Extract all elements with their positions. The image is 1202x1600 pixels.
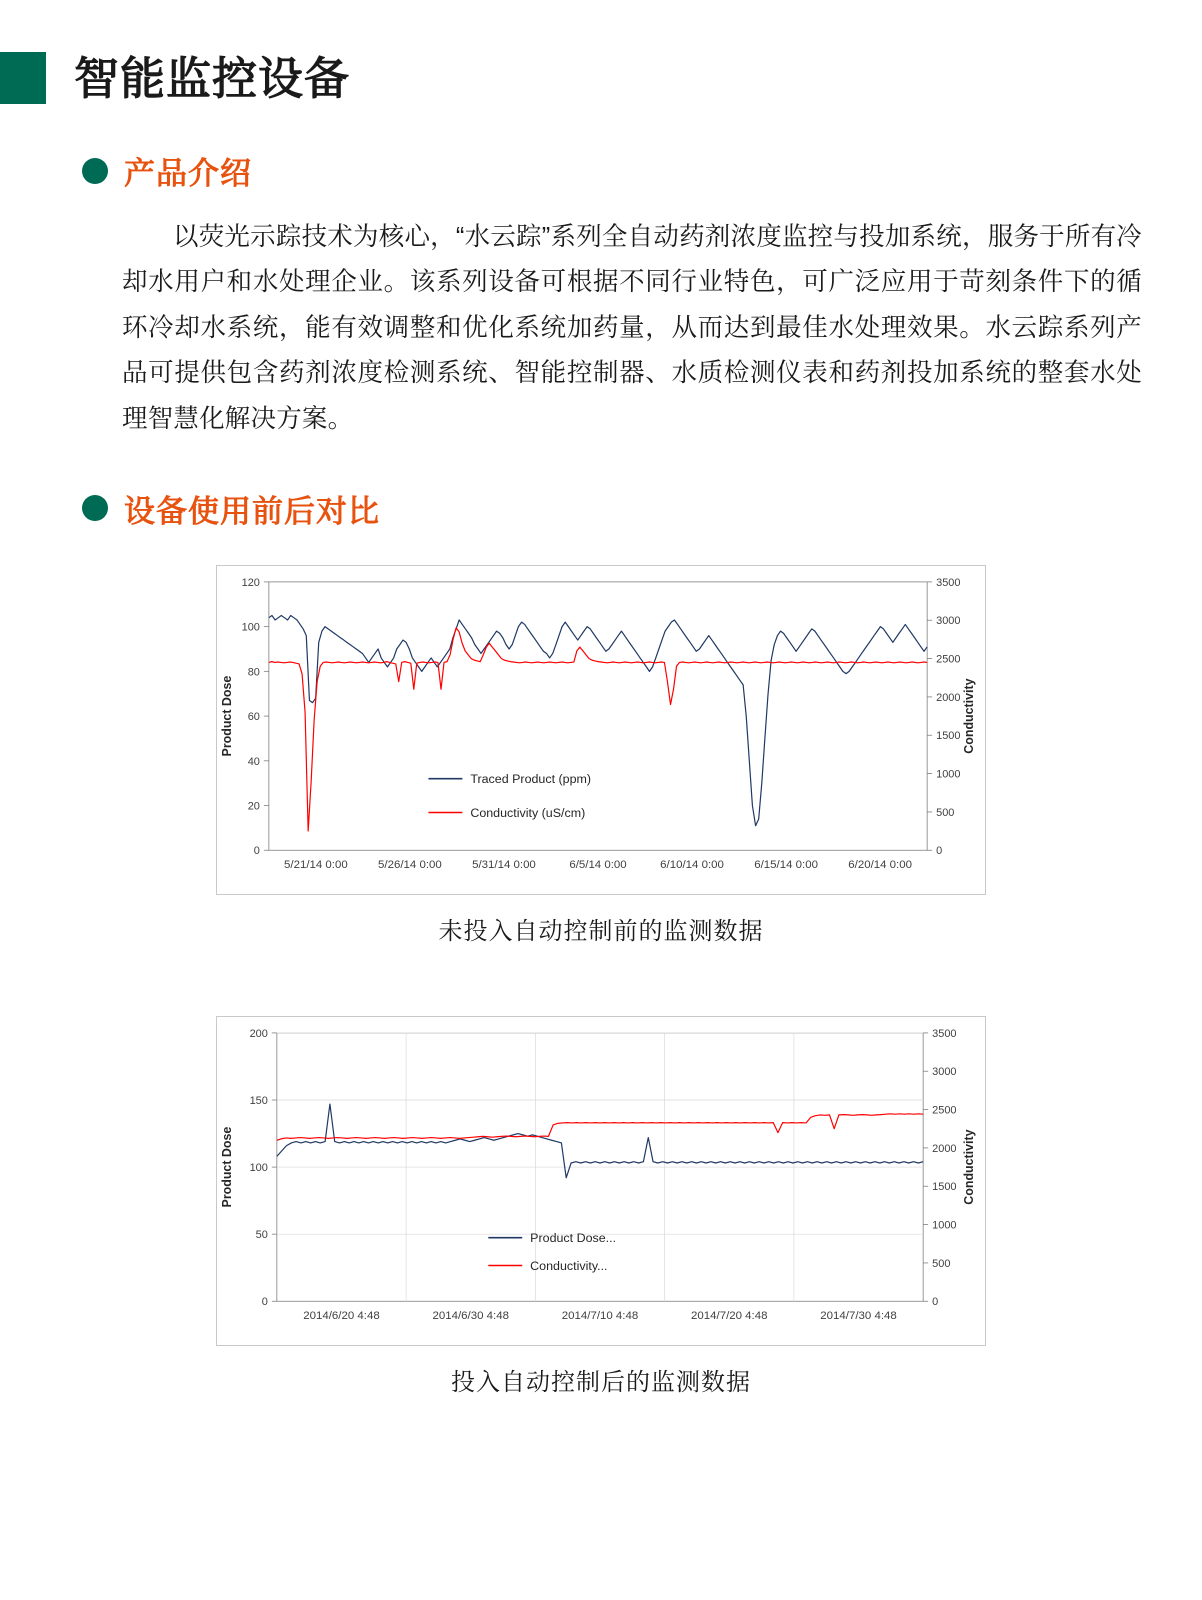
svg-text:1500: 1500	[932, 1181, 957, 1194]
svg-text:6/5/14 0:00: 6/5/14 0:00	[569, 859, 627, 872]
svg-text:5/21/14 0:00: 5/21/14 0:00	[284, 859, 348, 872]
section-heading-comparison	[82, 486, 1202, 531]
product-intro-paragraph: 以荧光示踪技术为核心，“水云踪”系列全自动药剂浓度监控与投加系统，服务于所有冷却水用户和水处理企业。该系列设备可根据不同行业特色，可广泛应用于苛刻条件下的循环冷却水系统，能有效调整和优化系统加药量，从而达到最佳水处理效果。水云踪系列产品可提供包含药剂浓度检测系统、智能控制器、水质检测仪表和药剂投加系统的整套水处理智慧化解决方案。	[122, 223, 1142, 433]
svg-text:0: 0	[936, 845, 943, 858]
svg-text:2014/7/20 4:48: 2014/7/20 4:48	[691, 1310, 768, 1323]
chart-after-svg	[217, 1017, 985, 1345]
svg-text:3500: 3500	[932, 1027, 957, 1040]
chart-block-before	[0, 565, 1202, 946]
svg-text:Traced Product (ppm): Traced Product (ppm)	[470, 772, 592, 787]
svg-text:3000: 3000	[932, 1066, 957, 1079]
svg-text:2014/7/30 4:48: 2014/7/30 4:48	[820, 1310, 897, 1323]
svg-text:500: 500	[932, 1257, 951, 1270]
svg-text:5/31/14 0:00: 5/31/14 0:00	[472, 859, 536, 872]
svg-text:Conductivity: Conductivity	[962, 678, 977, 754]
svg-text:5/26/14 0:00: 5/26/14 0:00	[378, 859, 442, 872]
page-title: 智能监控设备	[74, 52, 351, 104]
svg-text:120: 120	[241, 576, 260, 589]
svg-text:60: 60	[247, 710, 260, 723]
svg-text:2014/6/30 4:48: 2014/6/30 4:48	[432, 1310, 509, 1323]
header-accent-bar	[0, 52, 46, 104]
chart-frame-after	[216, 1016, 986, 1346]
svg-text:2014/6/20 4:48: 2014/6/20 4:48	[303, 1310, 380, 1323]
svg-text:2500: 2500	[936, 653, 961, 666]
svg-text:6/15/14 0:00: 6/15/14 0:00	[754, 859, 818, 872]
svg-text:50: 50	[255, 1229, 268, 1242]
svg-text:Product Dose...: Product Dose...	[530, 1231, 617, 1245]
svg-text:2014/7/10 4:48: 2014/7/10 4:48	[561, 1310, 639, 1323]
svg-text:Conductivity: Conductivity	[962, 1129, 977, 1205]
section-heading-label: 产品介绍	[124, 156, 252, 191]
svg-text:1500: 1500	[936, 730, 961, 743]
svg-text:Product Dose: Product Dose	[219, 675, 234, 757]
svg-text:6/20/14 0:00: 6/20/14 0:00	[848, 859, 912, 872]
svg-text:Conductivity (uS/cm): Conductivity (uS/cm)	[470, 805, 586, 820]
svg-text:1000: 1000	[936, 768, 961, 781]
svg-text:0: 0	[932, 1296, 939, 1309]
svg-text:Conductivity...: Conductivity...	[530, 1258, 608, 1273]
svg-text:40: 40	[247, 755, 260, 768]
svg-text:500: 500	[936, 806, 955, 819]
svg-text:6/10/14 0:00: 6/10/14 0:00	[660, 859, 724, 872]
svg-text:0: 0	[253, 845, 260, 858]
svg-text:Product Dose: Product Dose	[219, 1126, 234, 1208]
svg-text:20: 20	[247, 800, 260, 813]
chart-frame-before	[216, 565, 986, 895]
section-heading-label: 设备使用前后对比	[124, 493, 380, 529]
svg-text:200: 200	[249, 1027, 268, 1040]
chart-before-svg	[217, 566, 985, 894]
svg-text:2000: 2000	[936, 691, 961, 704]
svg-text:80: 80	[247, 666, 260, 679]
svg-text:0: 0	[261, 1296, 268, 1309]
bullet-dot-icon	[82, 158, 108, 184]
svg-text:100: 100	[249, 1161, 268, 1174]
chart-caption-after: 投入自动控制后的监测数据	[451, 1368, 751, 1396]
svg-text:150: 150	[249, 1094, 268, 1107]
chart-block-after	[0, 1016, 1202, 1397]
svg-text:2000: 2000	[932, 1142, 957, 1155]
chart-caption-before: 未投入自动控制前的监测数据	[438, 917, 764, 945]
svg-text:3000: 3000	[936, 615, 961, 628]
section-heading-product-intro	[82, 148, 1202, 193]
svg-text:2500: 2500	[932, 1104, 957, 1117]
bullet-dot-icon	[82, 495, 108, 521]
svg-text:3500: 3500	[936, 576, 961, 589]
page-header	[0, 0, 1202, 104]
svg-text:100: 100	[241, 621, 260, 634]
svg-text:1000: 1000	[932, 1219, 957, 1232]
